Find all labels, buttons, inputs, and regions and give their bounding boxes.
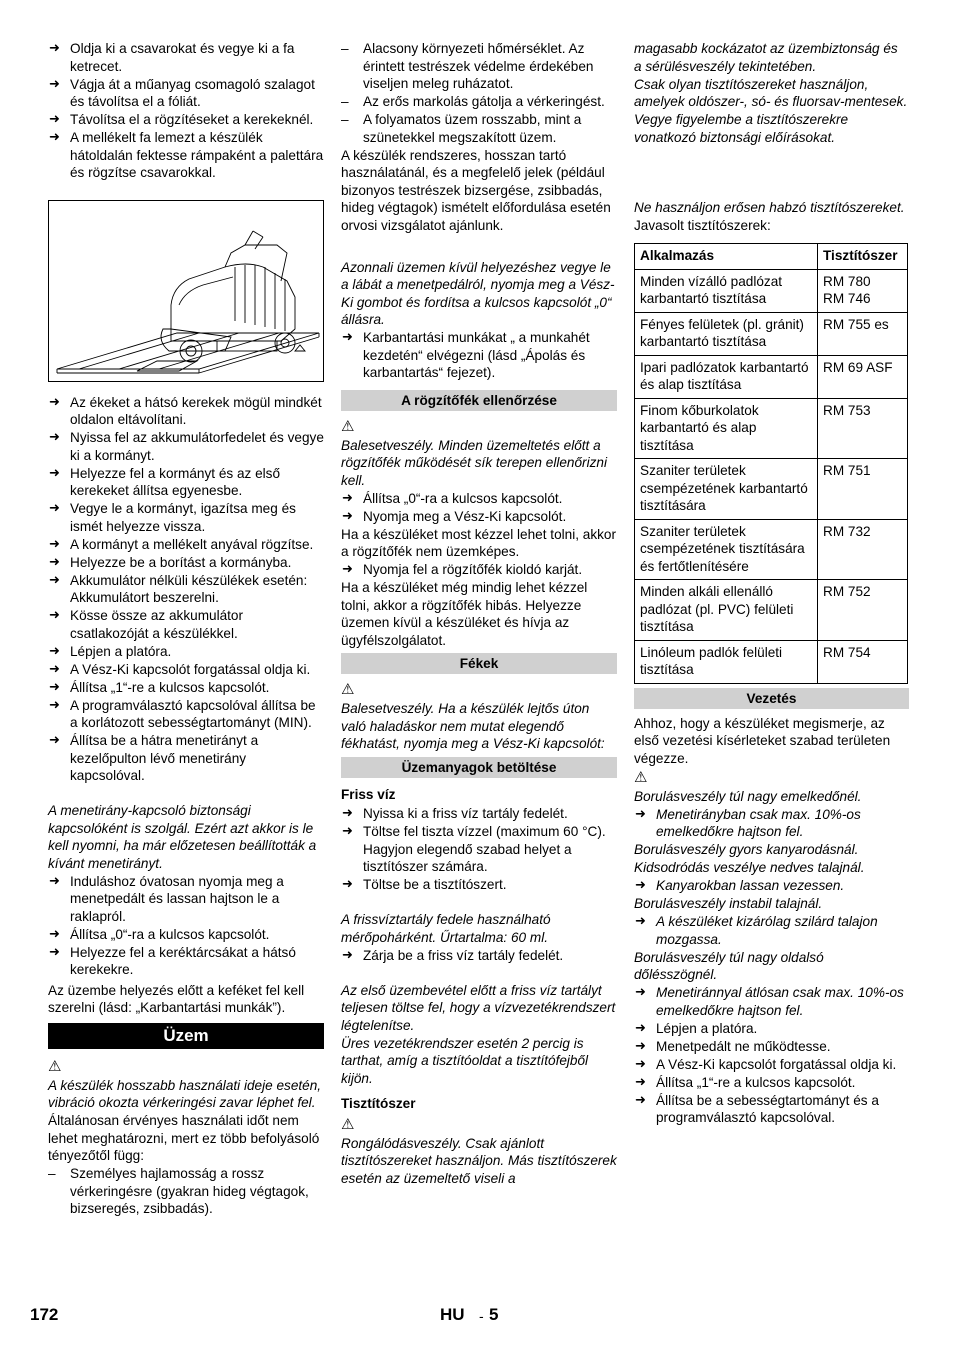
- step-item: ➜ A Vész-Ki kapcsolót forgatással oldja ki.: [634, 1056, 909, 1074]
- step-item: ➜ Nyomja fel a rögzítőfék kioldó karját.: [341, 561, 617, 579]
- dash-item: – Alacsony környezeti hőmérséklet. Az érintett testrészek védelme érdekében viseljen meleg ruházatot.: [341, 40, 617, 93]
- step-item: ➜ Az ékeket a hátsó kerekek mögül mindkét oldalon eltávolítani.: [48, 394, 324, 429]
- table-cell-application: Finom kőburkolatok karbantartó és alap tisztítása: [635, 398, 818, 459]
- step-item: ➜ Töltse be a tisztítószert.: [341, 876, 617, 894]
- section-heading-vezetes: Vezetés: [634, 688, 909, 709]
- warning-icon: ⚠: [341, 680, 355, 698]
- note-cap: A frissvíztartály fedele használható mérőpohárként. Űrtartalma: 60 ml.: [341, 912, 551, 945]
- para-brushes: Az üzembe helyezés előtt a keféket fel kell szerelni (lásd: „Karbantartási munkák”).: [48, 982, 305, 1015]
- table-cell-cleaner: RM 754: [818, 640, 908, 683]
- note-solvent: Csak olyan tisztítószereket használjon, amelyek oldószer-, só- és fluorsav-mentesek.: [634, 76, 908, 109]
- table-cell-application: Szaniter területek csempézetének karbantartó tisztítására: [635, 459, 818, 520]
- section-heading-fekek: Fékek: [341, 653, 617, 674]
- step-item: ➜ Távolítsa el a rögzítéseket a kerekeknél.: [48, 111, 324, 129]
- step-item: ➜ Állítsa „1“-re a kulcsos kapcsolót.: [634, 1074, 909, 1092]
- column-right: [634, 40, 909, 1127]
- table-cell-application: Linóleum padlók felületi tisztítása: [635, 640, 818, 683]
- note-first-use: Az első üzembevétel előtt a friss víz tartályt teljesen töltse fel, hogy a vízvezetékrendszert légtelenítse.: [341, 982, 616, 1033]
- step-item: ➜ Karbantartási munkákat „ a munkahét kezdetén“ elvégezni (lásd „Ápolás és karbantartás“ fejezet).: [341, 329, 617, 382]
- dash-item: – Az erős markolás gátolja a vérkeringést.: [341, 93, 617, 111]
- warning-vibration: A készülék hosszabb használati ideje esetén, vibráció okozta vérkeringési zavar léphet fel.: [48, 1077, 322, 1110]
- table-cell-application: Fényes felületek (pl. gránit) karbantartó tisztítása: [635, 312, 818, 355]
- warning-slope: Balesetveszély. Ha a készülék lejtős úton való haladáskor nem mutat elegendő fékhatást, nyomja meg a Vész-Ki kapcsolót:: [341, 701, 605, 751]
- step-item: ➜ A mellékelt fa lemezt a készülék hátoldalán fektesse rámpaként a palettára és rögzítse csavarokkal.: [48, 129, 324, 182]
- step-item: ➜ Állítsa „0“-ra a kulcsos kapcsolót.: [48, 926, 324, 944]
- warning-brake: Balesetveszély. Minden üzemeltetés előtt a rögzítőfék működését sík terepen ellenőrizni kell.: [341, 437, 607, 488]
- section-heading-brake-check: A rögzítőfék ellenőrzése: [341, 390, 617, 411]
- para-recommended: Javasolt tisztítószerek:: [634, 217, 771, 233]
- para-general: Általánosan érvényes használati időt nem lehet meghatározni, mert ez több befolyásoló tényezőtől függ:: [48, 1113, 320, 1163]
- step-item: ➜ Állítsa „0“-ra a kulcsos kapcsolót.: [341, 490, 617, 508]
- step-item: ➜ Kösse össze az akkumulátor csatlakozóját a készülékkel.: [48, 607, 324, 642]
- step-item: ➜ Lépjen a platóra.: [48, 643, 324, 661]
- note-empty-system: Üres vezetékrendszer esetén 2 percig is tarthat, amíg a tisztítóoldat a tisztítófejből kijön.: [341, 1035, 589, 1086]
- note-shutdown: Azonnali üzemen kívül helyezéshez vegye le a lábát a menetpedálról, nyomja meg a Vész-Ki gombot és fordítsa a kulcsos kapcsolót „0“ állásra.: [341, 259, 615, 327]
- step-item: ➜ Kanyarokban lassan vezessen.: [634, 877, 909, 895]
- para-regular-use: A készülék rendszeres, hosszan tartó használatánál, és a megfelelő jelek (például bizonyos testrészek bizsergése, zsibbadás, hideg végtagok) ismételt előfordulása esetén orvosi vizsgálatot ajánlunk.: [341, 147, 611, 233]
- table-cell-cleaner: RM 780 RM 746: [818, 269, 908, 312]
- step-item: ➜ Nyomja meg a Vész-Ki kapcsolót.: [341, 508, 617, 526]
- table-cell-application: Minden vízálló padlózat karbantartó tisztítása: [635, 269, 818, 312]
- table-cell-application: Ipari padlózatok karbantartó és alap tisztítása: [635, 355, 818, 398]
- table-row: [635, 519, 908, 580]
- machine-on-pallet-illustration: [48, 200, 324, 382]
- step-item: ➜ Állítsa be a sebességtartományt és a programválasztó kapcsolóval.: [634, 1092, 909, 1127]
- page-number: 172: [30, 1305, 59, 1324]
- table-row: [635, 312, 908, 355]
- step-item: ➜ Helyezze fel a kormányt és az első kerekeket állítsa egyenesbe.: [48, 465, 324, 500]
- column-left: [48, 40, 324, 1218]
- table-header-cell: Tisztítószer: [818, 244, 908, 270]
- footer-language: HU: [440, 1305, 465, 1324]
- step-item: ➜ A kormányt a mellékelt anyával rögzítse.: [48, 536, 324, 554]
- subheading-fresh-water: Friss víz: [341, 786, 396, 802]
- warning-icon: ⚠: [634, 767, 648, 786]
- step-item: ➜ A Vész-Ki kapcsolót forgatással oldja ki.: [48, 661, 324, 679]
- step-item: ➜ Akkumulátor nélküli készülékek esetén: Akkumulátort beszerelni.: [48, 572, 324, 607]
- step-item: ➜ Töltse fel tiszta vízzel (maximum 60 °C). Hagyjon elegendő szabad helyet a tisztítószer számára.: [341, 823, 617, 876]
- note-foam: Ne használjon erősen habzó tisztítószereket.: [634, 199, 905, 215]
- section-heading-fuel: Üzemanyagok betöltése: [341, 757, 617, 778]
- table-cell-application: Szaniter területek csempézetének tisztítására és fertőtlenítésére: [635, 519, 818, 580]
- table-cell-application: Minden alkáli ellenálló padlózat (pl. PVC) felületi tisztítása: [635, 580, 818, 641]
- section-heading-uzem: Üzem: [48, 1023, 324, 1049]
- step-item: ➜ Állítsa be a hátra menetirányt a kezelőpulton lévő menetirány kapcsolóval.: [48, 732, 324, 785]
- subheading-cleaner: Tisztítószer: [341, 1096, 416, 1111]
- table-cell-cleaner: RM 752: [818, 580, 908, 641]
- column-middle: [341, 40, 617, 1188]
- warning-damage: Rongálódásveszély. Csak ajánlott tisztítószereket használjon. Más tisztítószerek esetén az üzemeltető viseli a: [341, 1135, 617, 1186]
- hazard-unstable-ground: Borulásveszély instabil talajnál.: [634, 896, 823, 911]
- table-header-row: [635, 244, 908, 270]
- note-safety: Vegye figyelembe a tisztítószerekre vonatkozó biztonsági előírásokat.: [634, 112, 849, 145]
- table-cell-cleaner: RM 732: [818, 519, 908, 580]
- step-item: ➜ Menetiránnyal átlósan csak max. 10%-os emelkedőkre hajtson fel.: [634, 984, 909, 1019]
- dash-item: – Személyes hajlamosság a rossz vérkeringésre (gyakran hideg végtagok, bizseregés, zsibbadás).: [48, 1165, 324, 1218]
- table-cell-cleaner: RM 755 es: [818, 312, 908, 355]
- note-direction-switch: A menetirány-kapcsoló biztonsági kapcsolóként is szolgál. Ezért azt akkor is le kell nyomni, ha már előzetesen beállították a kívánt menetirányt.: [48, 803, 317, 871]
- warning-icon: ⚠: [341, 1114, 355, 1133]
- table-row: [635, 398, 908, 459]
- step-item: ➜ Nyissa fel az akkumulátorfedelet és vegye ki a kormányt.: [48, 429, 324, 464]
- table-row: [635, 580, 908, 641]
- hazard-cornering: Borulásveszély gyors kanyarodásnál.: [634, 842, 859, 857]
- para-brake-1: Ha a készüléket most kézzel lehet tolni, akkor a rögzítőfék nem üzemképes.: [341, 526, 617, 559]
- table-row: [635, 459, 908, 520]
- step-item: ➜ Vágja át a műanyag csomagoló szalagot és távolítsa el a fóliát.: [48, 76, 324, 111]
- hazard-slope: Borulásveszély túl nagy emelkedőnél.: [634, 788, 862, 804]
- step-item: ➜ A készüléket kizárólag szilárd talajon mozgassa.: [634, 913, 909, 948]
- cleaner-table: [634, 243, 908, 684]
- table-header-cell: Alkalmazás: [635, 244, 818, 270]
- dash-item: – A folyamatos üzem rosszabb, mint a szünetekkel megszakított üzem.: [341, 111, 617, 146]
- step-item: ➜ Helyezze be a borítást a kormányba.: [48, 554, 324, 572]
- table-cell-cleaner: RM 751: [818, 459, 908, 520]
- scrubber-drawing: [49, 201, 323, 381]
- step-item: ➜ Menetirányban csak max. 10%-os emelkedőkre hajtson fel.: [634, 806, 909, 841]
- step-item: ➜ Oldja ki a csavarokat és vegye ki a fa ketrecet.: [48, 40, 324, 75]
- step-item: ➜ Menetpedált ne működtesse.: [634, 1038, 909, 1056]
- para-brake-2: Ha a készüléket még mindig lehet kézzel tolni, akkor a rögzítőfék hibás. Helyezze üzemen kívül a készüléket és hívja az ügyfélszolgálatot.: [341, 580, 588, 648]
- table-row: [635, 269, 908, 312]
- table-cell-cleaner: RM 69 ASF: [818, 355, 908, 398]
- warning-icon: ⚠: [341, 416, 355, 435]
- table-row: [635, 640, 908, 683]
- warning-icon: ⚠: [48, 1056, 62, 1075]
- step-item: ➜ Zárja be a friss víz tartály fedelét.: [341, 947, 617, 965]
- step-item: ➜ A programválasztó kapcsolóval állítsa be a korlátozott sebességtartományt (MIN).: [48, 697, 324, 732]
- hazard-side-tilt: Borulásveszély túl nagy oldalsó dőlésszögnél.: [634, 949, 824, 982]
- step-item: ➜ Állítsa „1“-re a kulcsos kapcsolót.: [48, 679, 324, 697]
- table-cell-cleaner: RM 753: [818, 398, 908, 459]
- step-item: ➜ Helyezze fel a keréktárcsákat a hátsó kerekekre.: [48, 944, 324, 979]
- note-continued: magasabb kockázatot az üzembiztonság és a sérülésveszély tekintetében.: [634, 41, 898, 74]
- step-item: ➜ Nyissa ki a friss víz tartály fedelét.: [341, 805, 617, 823]
- step-item: ➜ Lépjen a platóra.: [634, 1020, 909, 1038]
- step-item: ➜ Vegye le a kormányt, igazítsa meg és ismét helyezze vissza.: [48, 500, 324, 535]
- hazard-wet-ground: Kidsodródás veszélye nedves talajnál.: [634, 860, 865, 875]
- footer-separator: -: [479, 1308, 484, 1324]
- table-row: [635, 355, 908, 398]
- step-item: ➜ Induláshoz óvatosan nyomja meg a menetpedált és lassan hajtson le a raklapról.: [48, 873, 324, 926]
- para-driving: Ahhoz, hogy a készüléket megismerje, az első vezetési kísérleteket szabad területen végezze.: [634, 715, 891, 766]
- footer-section-page: 5: [489, 1305, 499, 1324]
